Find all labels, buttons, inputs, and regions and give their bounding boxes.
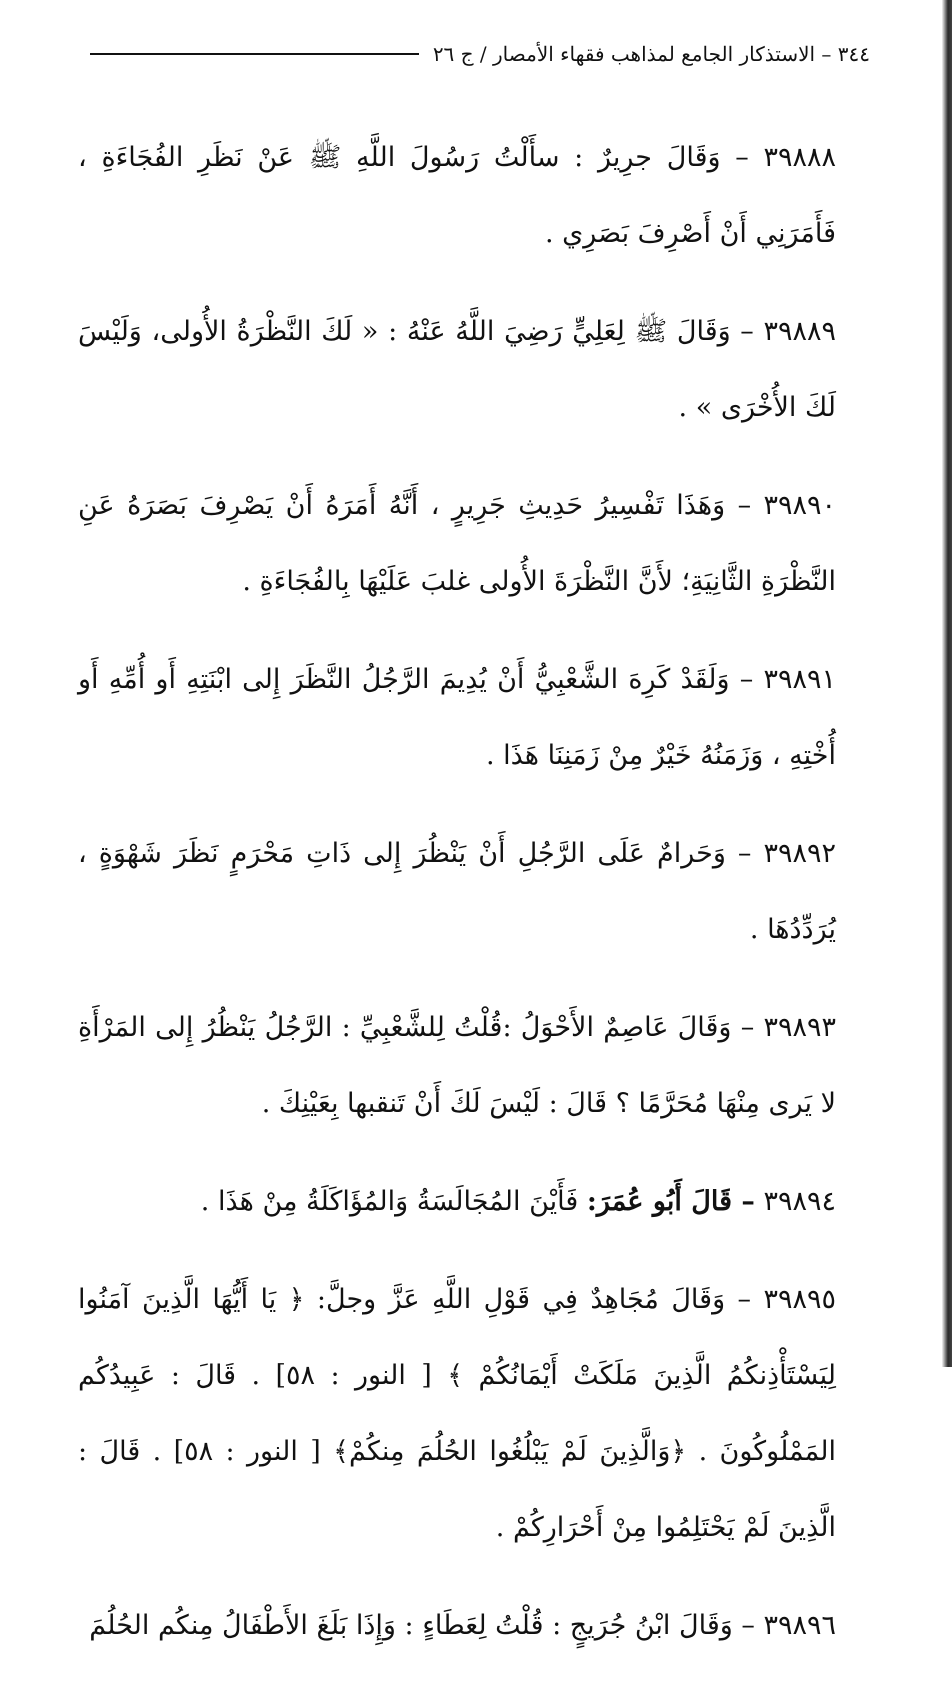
paragraph-text: – وَقَالَ ﷺ لِعَلِيٍّ رَضِيَ اللَّهُ عَنْهُ : « لَكَ النَّظْرَةُ الأُولى، وَلَيْسَ لَكَ الأُخْرَى » . — [78, 316, 836, 423]
header-rule — [90, 53, 419, 55]
paragraph-39894 — [78, 1164, 836, 1240]
paragraph-39891 — [78, 642, 836, 794]
paragraph-text: – وَقَالَ ابْنُ جُرَيجٍ : قُلْتُ لِعَطَاءٍ : وَإِذَا بَلَغَ الأَطْفَالُ مِنكُم الحُلُمَ — [89, 1610, 755, 1641]
paragraph-text: – وَقَالَ مُجَاهِدٌ فِي قَوْلِ اللَّهِ عَزَّ وجلَّ: ﴿ يَا أَيُّهَا الَّذِينَ آمَنُوا لِيَسْتَأْذِنكُمُ الَّذِينَ مَلَكَتْ أَيْمَانُكُمْ ﴾ [ النور : ٥٨] . قَالَ : عَبِيدُكُم المَمْلُوكُونَ . ﴿وَالَّذِينَ لَمْ يَبْلُغُوا الحُلُمَ مِنكُمْ﴾ [ النور : ٥٨] . قَالَ : الَّذِينَ لَمْ يَحْتَلِمُوا مِنْ أَحْرَارِكُمْ . — [78, 1284, 837, 1543]
paragraph-text: – وَلَقَدْ كَرِهَ الشَّعْبِيُّ أَنْ يُدِيمَ الرَّجُلُ النَّظَرَ إِلى ابْنَتِهِ أَو أُمِّهِ أَو أُخْتِهِ ، وَزَمَنُهُ خَيْرٌ مِنْ زَمَنِنَا هَذَا . — [78, 664, 836, 771]
paragraph-number: ٣٩٨٩٠ — [763, 490, 836, 521]
paragraph-39890 — [78, 468, 836, 620]
paragraph-number: ٣٩٨٨٩ — [763, 316, 836, 347]
paragraph-number: ٣٩٨٨٨ — [763, 142, 836, 173]
paragraph-39889 — [78, 294, 836, 446]
paragraph-text: – وَحَرامٌ عَلَى الرَّجُلِ أَنْ يَنْظُرَ إِلى ذَاتِ مَحْرَمٍ نَظَرَ شَهْوَةٍ ، يُرَدِّدُهَا . — [78, 838, 836, 945]
paragraph-39896 — [78, 1588, 836, 1664]
paragraph-number: ٣٩٨٩١ — [763, 664, 836, 695]
paragraph-text: فَأَيْنَ المُجَالَسَةُ وَالمُؤَاكَلَةُ مِنْ هَذَا . — [200, 1186, 579, 1217]
paragraph-39892 — [78, 816, 836, 968]
paragraph-text: – وَقَالَ جرِيرٌ : سأَلْتُ رَسُولَ اللَّهِ ﷺ عَنْ نَظَرِ الفُجَاءَةِ ، فَأَمَرَنِي أَنْ أَصْرِفَ بَصَرِي . — [78, 142, 836, 249]
paragraph-number: ٣٩٨٩٦ — [763, 1610, 836, 1641]
paragraph-number: ٣٩٨٩٢ — [763, 838, 836, 869]
scan-binding-edge — [942, 0, 952, 1367]
paragraph-number: ٣٩٨٩٤ — [763, 1186, 836, 1217]
paragraph-number: ٣٩٨٩٥ — [763, 1284, 836, 1315]
paragraph-39888 — [78, 120, 836, 272]
page-number: ٣٤٤ — [837, 42, 870, 66]
paragraph-39893 — [78, 990, 836, 1142]
paragraph-number: ٣٩٨٩٣ — [763, 1012, 836, 1043]
paragraph-39895 — [78, 1262, 836, 1566]
paragraph-text: – وَقَالَ عَاصِمٌ الأَحْوَلُ :قُلْتُ لِلشَّعْبِيِّ : الرَّجُلُ يَنْظُرُ إِلى المَرْأَةِ لا يَرى مِنْهَا مُحَرَّمًا ؟ قَالَ : لَيْسَ لَكَ أَنْ تَنقبها بِعَيْنِكَ . — [78, 1012, 836, 1119]
paragraph-text: – وَهَذَا تَفْسِيرُ حَدِيثِ جَرِيرٍ ، أَنَّهُ أَمَرَهُ أَنْ يَصْرِفَ بَصَرَهُ عَنِ النَّظْرَةِ الثَّانِيَةِ؛ لأَنَّ النَّظْرَةَ الأُولى غلبَ عَلَيْهَا بِالفُجَاءَةِ . — [78, 490, 836, 597]
paragraph-bold-lead: – قَالَ أَبُو عُمَرَ: — [586, 1186, 755, 1217]
main-text — [78, 120, 836, 1686]
header-text — [419, 42, 870, 66]
running-header — [90, 34, 870, 74]
book-title: – الاستذكار الجامع لمذاهب فقهاء الأمصار / ج ٢٦ — [432, 42, 832, 66]
